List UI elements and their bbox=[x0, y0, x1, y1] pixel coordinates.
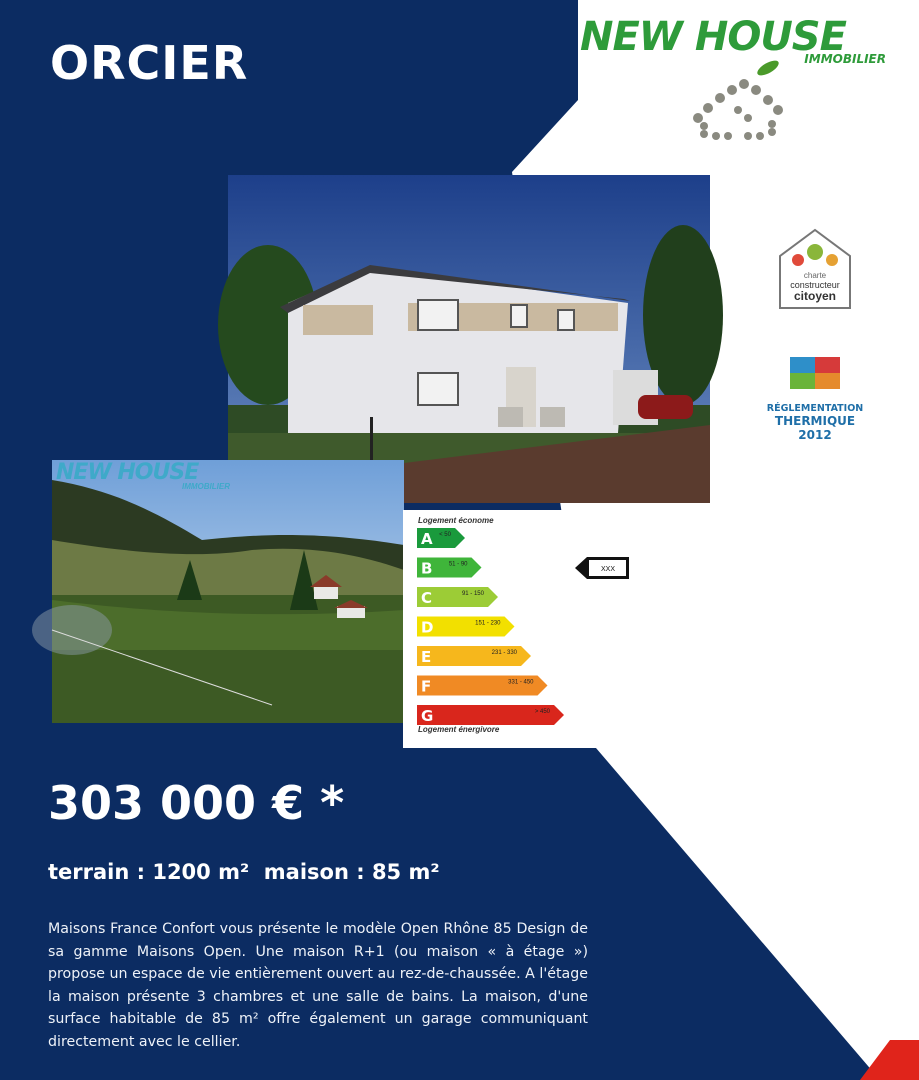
energy-class-range: 231 - 330 bbox=[491, 650, 517, 656]
charte-line-1: charte bbox=[803, 271, 827, 280]
energy-class-range: > 450 bbox=[534, 709, 550, 715]
energy-class-a bbox=[417, 528, 465, 548]
surface-info: terrain : 1200 m² maison : 85 m² bbox=[48, 860, 440, 884]
energy-class-f bbox=[417, 676, 548, 696]
energy-class-range: 91 - 150 bbox=[461, 591, 484, 597]
logo-subtext: IMMOBILIER bbox=[804, 52, 886, 66]
energy-class-letter: G bbox=[421, 707, 434, 725]
energy-bottom-label: Logement énergivore bbox=[418, 725, 500, 734]
energy-bars bbox=[403, 510, 598, 748]
land-photo bbox=[52, 460, 404, 723]
energy-class-c bbox=[417, 587, 498, 607]
rt-line-2: THERMIQUE bbox=[774, 414, 856, 428]
page-title: ORCIER bbox=[50, 36, 249, 90]
energy-class-range: < 50 bbox=[439, 532, 451, 538]
energy-class-letter: E bbox=[421, 648, 432, 666]
energy-marker bbox=[575, 556, 629, 580]
energy-class-b bbox=[417, 558, 482, 578]
energy-class-range: 151 - 230 bbox=[475, 620, 501, 627]
description: Maisons France Confort vous présente le modèle Open Rhône 85 Design de sa gamme Maisons Open. Une maison R+1 (ou maison « à étage ») propose un espace de vie entièrement ouvert au rez-de-chaussée. A l'étage la maison présente 3 chambres et une salle de bains. La maison, d'une surface habitable de 85 m² offre également un garage communiquant directement avec le cellier. bbox=[48, 921, 588, 1050]
rt-line-3: 2012 bbox=[798, 428, 832, 442]
land-photo-logo-subtext: IMMOBILIER bbox=[182, 482, 230, 491]
energy-class-range: 331 - 450 bbox=[508, 679, 534, 686]
energy-class-range: 51 - 90 bbox=[448, 561, 468, 568]
land-photo-logo-text: NEW HOUSE bbox=[56, 460, 199, 485]
energy-class-d bbox=[417, 617, 515, 637]
charte-constructeur-citoyen-badge bbox=[776, 226, 854, 310]
energy-class-e bbox=[417, 646, 531, 666]
energy-class-letter: F bbox=[421, 677, 432, 696]
logo-text: NEW HOUSE bbox=[580, 14, 846, 60]
new-house-logo bbox=[580, 16, 890, 146]
energy-rating-label bbox=[403, 510, 598, 748]
energy-top-label: Logement économe bbox=[418, 516, 494, 525]
energy-marker-text: XXX bbox=[600, 566, 616, 573]
house-photo bbox=[228, 175, 710, 503]
price: 303 000 € * bbox=[48, 776, 345, 830]
energy-class-letter: A bbox=[421, 530, 433, 548]
stone-house-icon bbox=[580, 16, 890, 146]
energy-class-g bbox=[417, 705, 564, 725]
charte-line-3: citoyen bbox=[793, 289, 837, 303]
reglementation-thermique-badge bbox=[766, 355, 864, 447]
rt-line-1: RÉGLEMENTATION bbox=[766, 403, 864, 414]
energy-class-letter: D bbox=[421, 618, 434, 637]
energy-class-letter: B bbox=[421, 559, 433, 578]
charte-line-2: constructeur bbox=[790, 280, 840, 290]
energy-class-letter: C bbox=[421, 589, 433, 607]
